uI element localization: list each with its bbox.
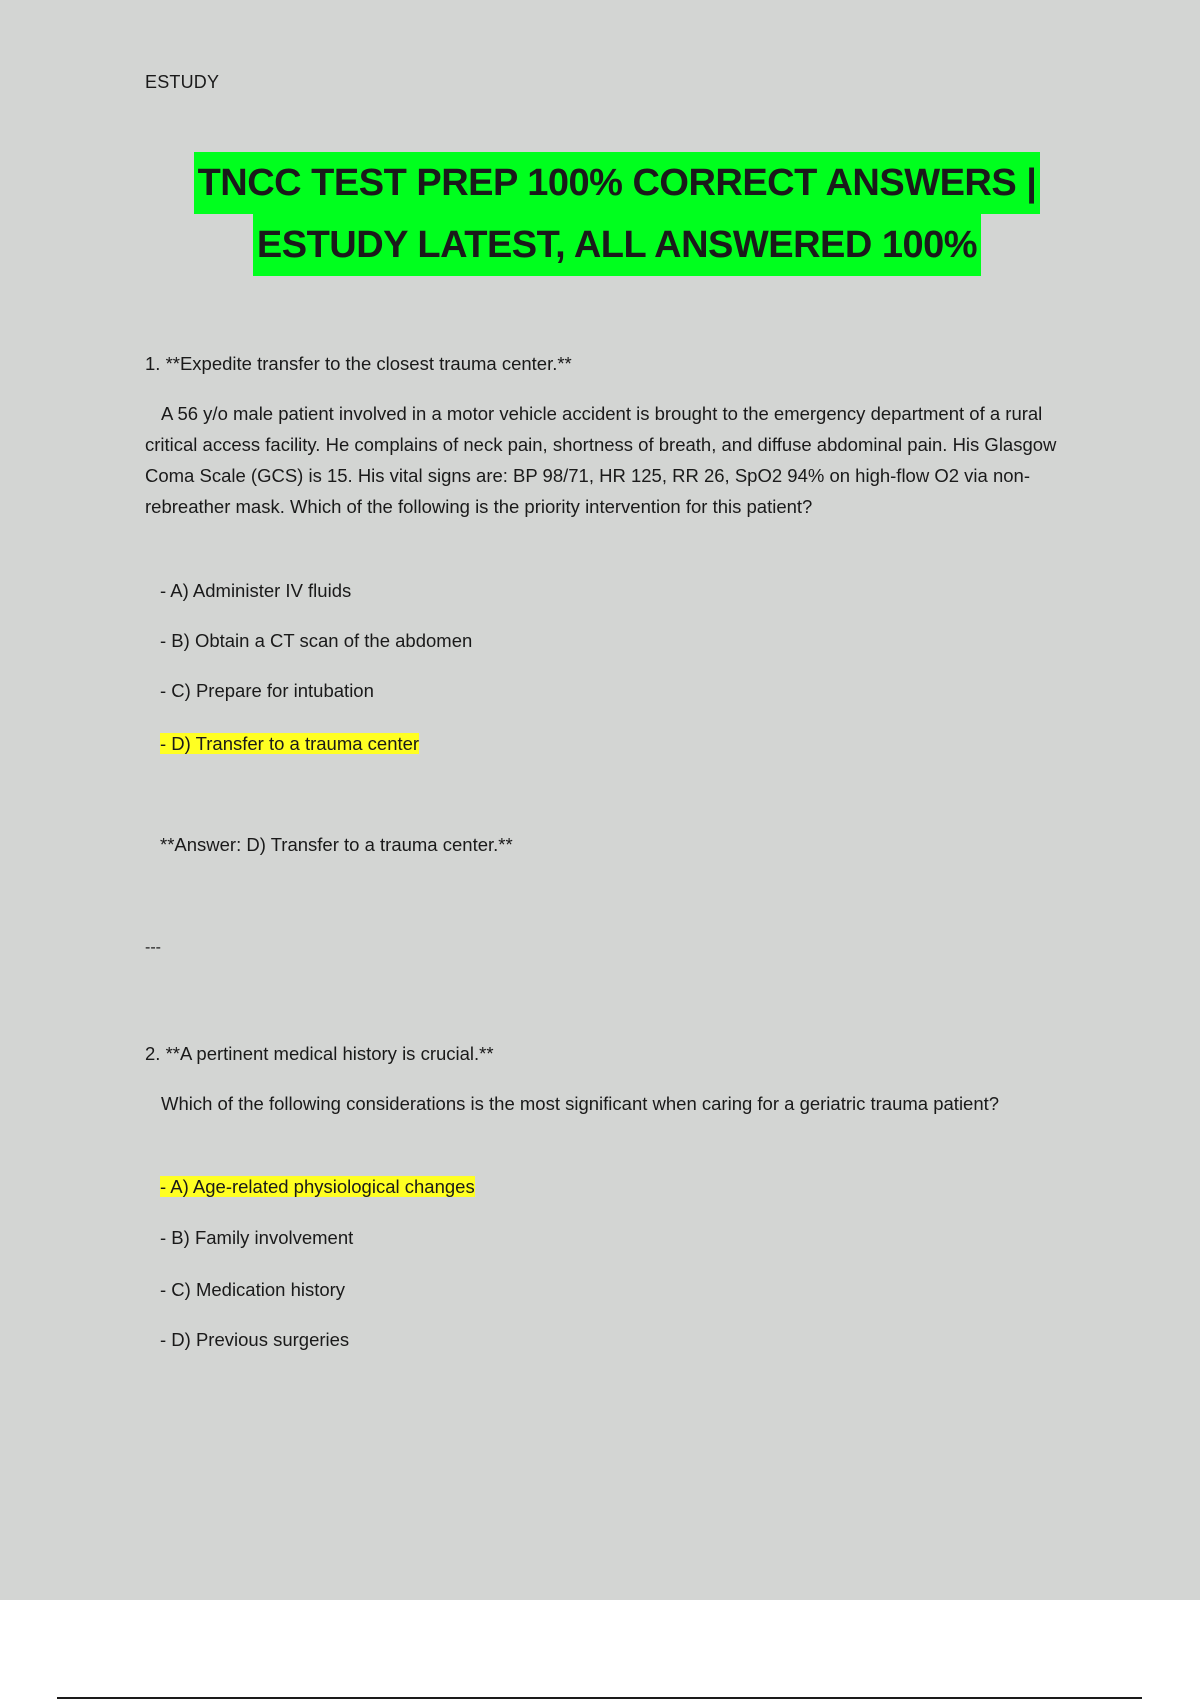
question-2-option-b: - B) Family involvement bbox=[160, 1227, 354, 1248]
question-2-body: Which of the following considerations is the most significant when caring for a geriatric trauma patient? bbox=[161, 1093, 1000, 1114]
question-1-option-c: - C) Prepare for intubation bbox=[160, 680, 374, 701]
title-line-1: TNCC TEST PREP 100% CORRECT ANSWERS | bbox=[194, 152, 1041, 214]
highlighted-answer: - A) Age-related physiological changes bbox=[160, 1176, 475, 1197]
question-1-option-b: - B) Obtain a CT scan of the abdomen bbox=[160, 630, 473, 651]
question-1-body: A 56 y/o male patient involved in a motor vehicle accident is brought to the emergency department of a rural critical access facility. He complains of neck pain, shortness of breath, and diffuse abdominal pain. His Glasgow Coma Scale (GCS) is 15. His vital signs are: BP 98/71, HR 125, RR 26, SpO2 94% on high-flow O2 via non-rebreather mask. Which of the following is the priority intervention for this patient? bbox=[145, 403, 1057, 517]
question-2-option-c: - C) Medication history bbox=[160, 1279, 346, 1300]
question-1-answer: **Answer: D) Transfer to a trauma center.** bbox=[160, 834, 513, 855]
document-header-label: ESTUDY bbox=[145, 72, 220, 92]
document-title bbox=[0, 152, 1200, 276]
footer-divider bbox=[57, 1697, 1142, 1699]
question-1-heading: 1. **Expedite transfer to the closest trauma center.** bbox=[145, 353, 572, 374]
question-1-option-d bbox=[160, 731, 419, 757]
title-line-2: ESTUDY LATEST, ALL ANSWERED 100% bbox=[253, 214, 981, 276]
section-separator: --- bbox=[145, 939, 161, 956]
question-2-heading: 2. **A pertinent medical history is crucial.** bbox=[145, 1043, 494, 1064]
question-2-option-a bbox=[160, 1174, 475, 1200]
question-1-option-a: - A) Administer IV fluids bbox=[160, 580, 352, 601]
highlighted-answer: - D) Transfer to a trauma center bbox=[160, 733, 420, 754]
question-2-option-d: - D) Previous surgeries bbox=[160, 1329, 350, 1350]
